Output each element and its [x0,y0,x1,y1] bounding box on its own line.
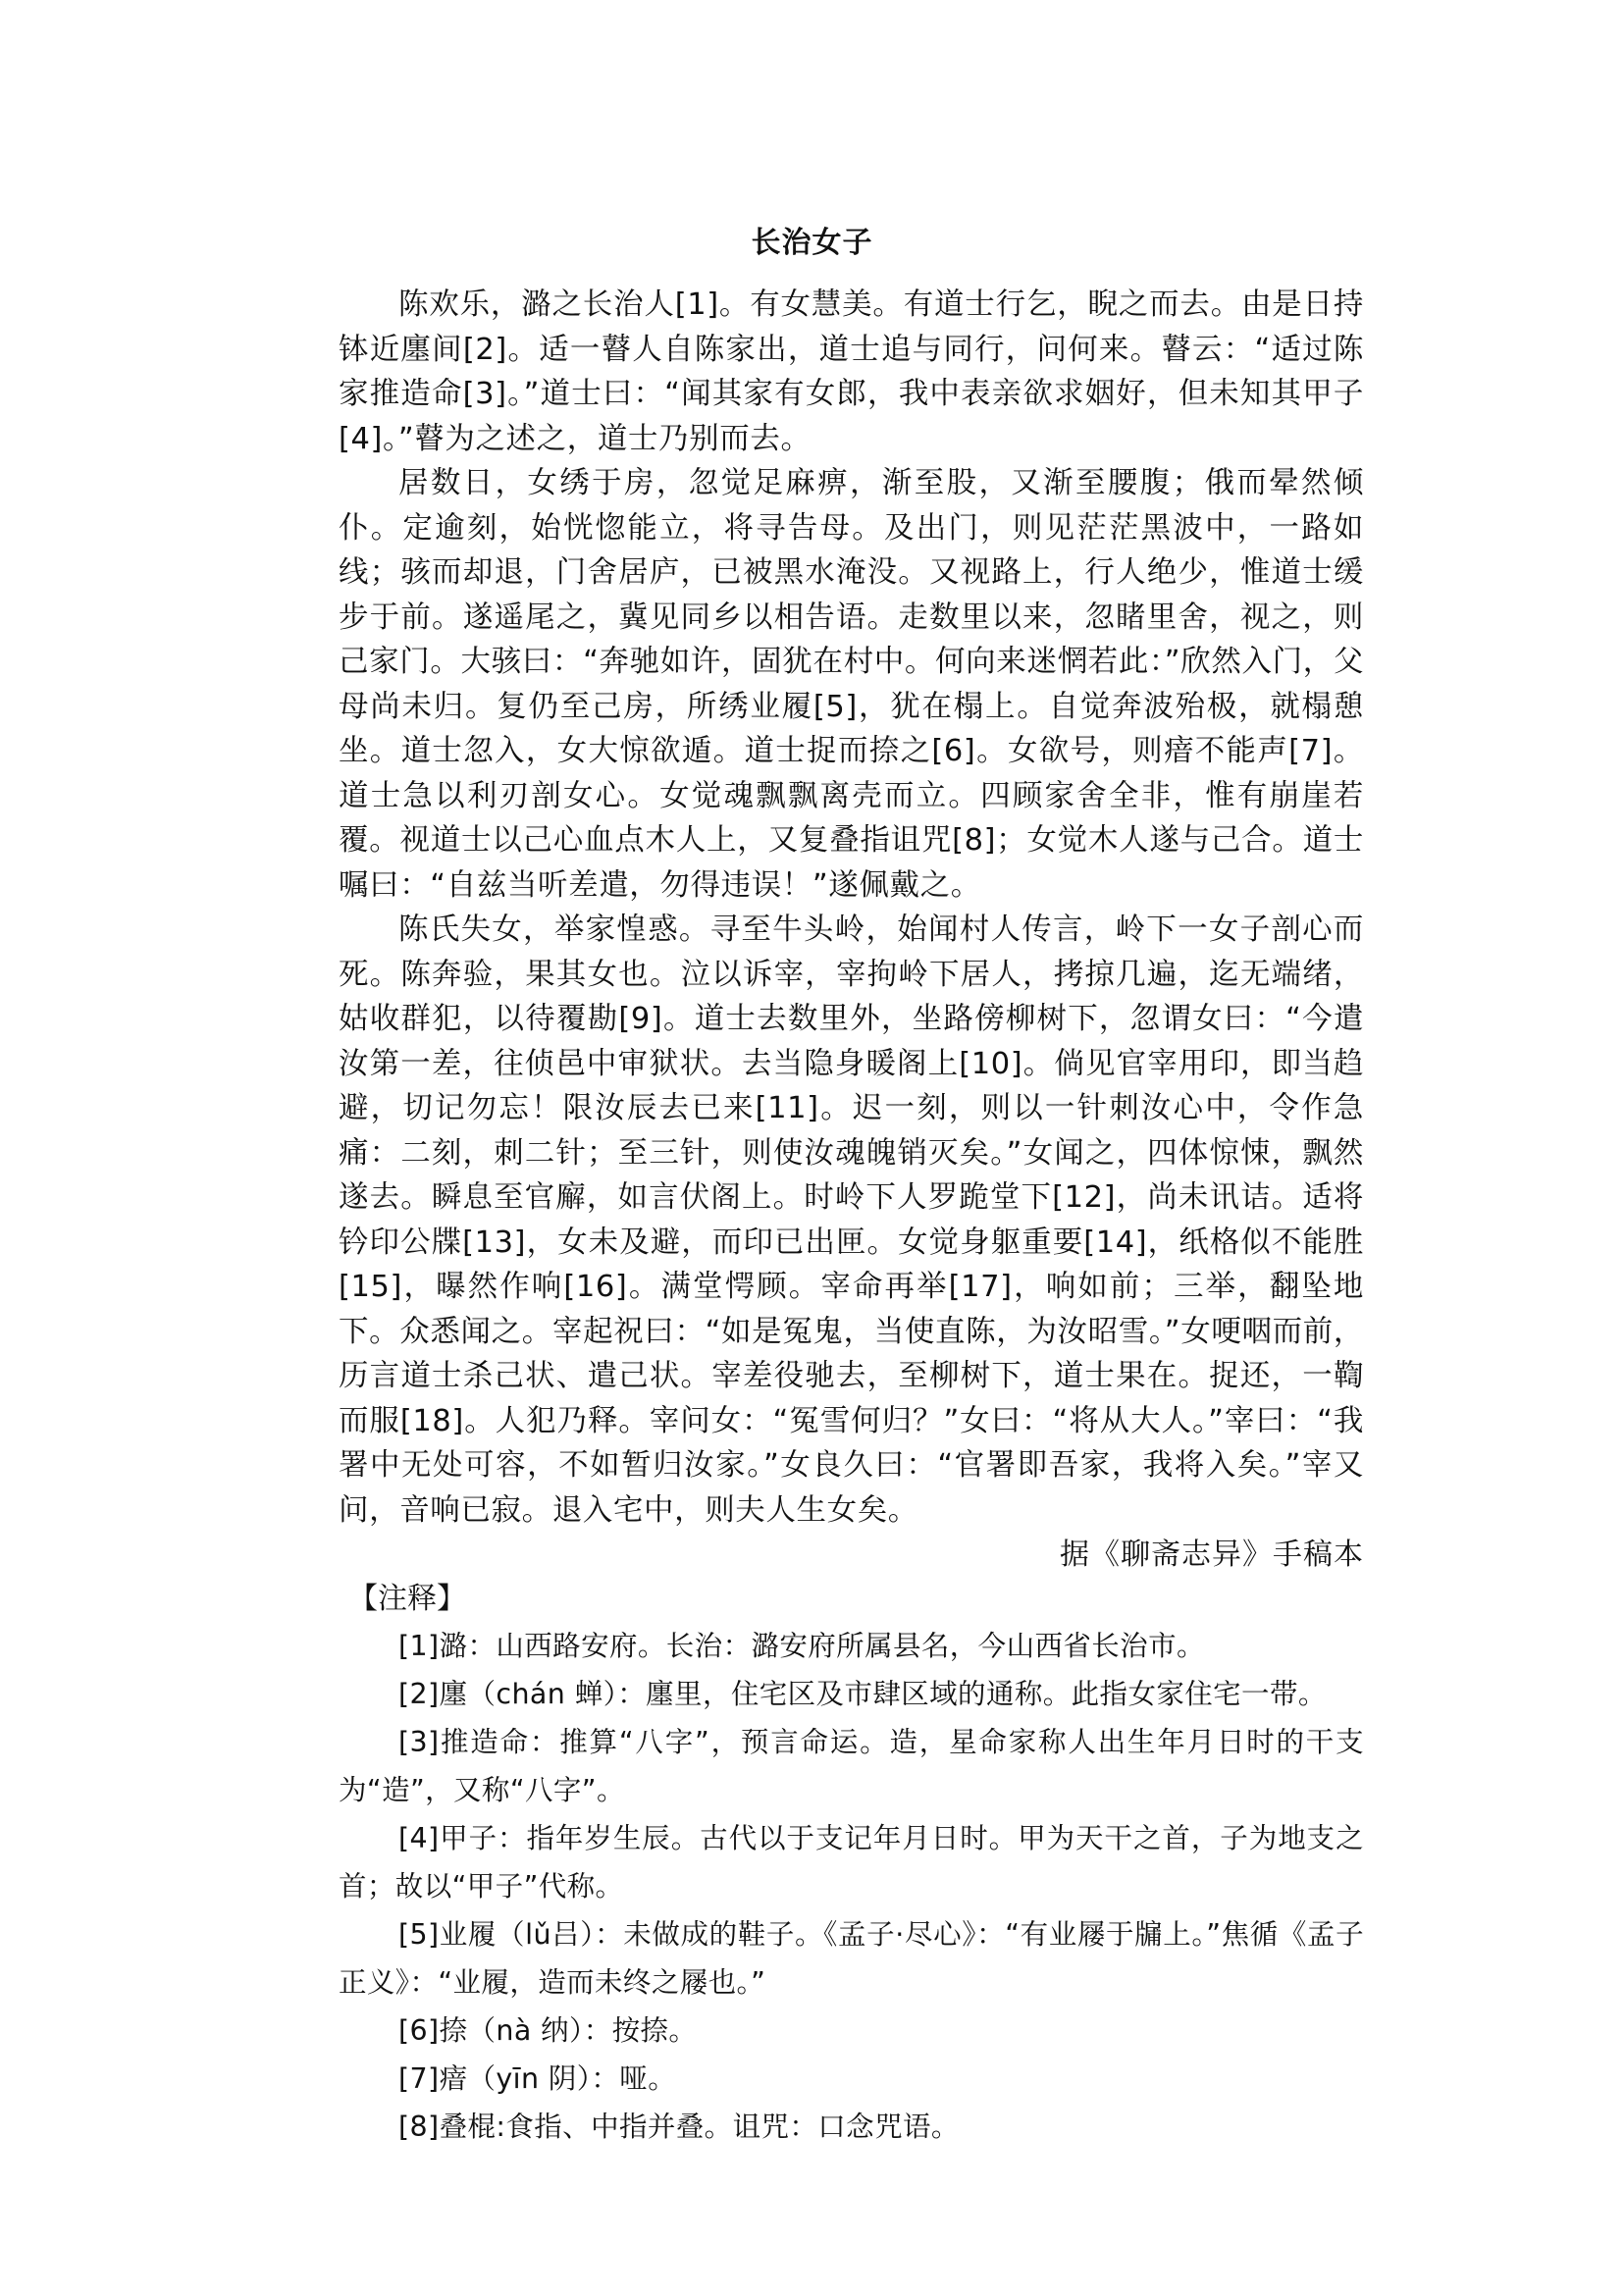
annotation-note: [6]捺（nà 纳）：按捺。 [398,2014,698,2047]
story-paragraph: 陈欢乐，潞之长治人[1]。有女慧美。有道士行乞，睨之而去。由是日持钵近廛间[2]。适一瞽人自陈家出，道士追与同行，问何来。瞽云：“适过陈家推造命[3]。”道士曰：“闻其家有女郎，我中表亲欲求姻好，但未知其甲子[4]。”瞽为之述之，道士乃别而去。 [339,287,1364,456]
annotation-note: [5]业履（lǔ吕）：未做成的鞋子。《孟子·尽心》：“有业屦于牖上。”焦循《孟子正义》：“业履，造而未终之屦也。” [339,1918,1364,1999]
page-title: 长治女子 [751,226,873,261]
annotation-note: [3]推造命：推算“八字”，预言命运。造，星命家称人出生年月日时的干支为“造”，又称“八字”。 [339,1726,1364,1806]
story-body [339,283,1364,2151]
story-paragraph: 陈氏失女，举家惶惑。寻至牛头岭，始闻村人传言，岭下一女子剖心而死。陈奔验，果其女也。泣以诉宰，宰拘岭下居人，拷掠几遍，迄无端绪，姑收群犯，以待覆勘[9]。道士去数里外，坐路傍柳树下，忽谓女曰：“今遣汝第一差，往侦邑中审狱状。去当隐身暖阁上[10]。倘见官宰用印，即当趋避，切记勿忘！限汝辰去已来[11]。迟一刻，则以一针刺汝心中，令作急痛：二刻，刺二针；至三针，则使汝魂魄销灭矣。”女闻之，四体惊悚，飘然遂去。瞬息至官廨，如言伏阁上。时岭下人罗跪堂下[12]，尚未讯诘。适将钤印公牒[13]，女未及避，而印已出匣。女觉身躯重要[14]，纸格似不能胜[15]，曝然作响[16]。满堂愕顾。宰命再举[17]，响如前；三举，翻坠地下。众悉闻之。宰起祝曰：“如是冤鬼，当使直陈，为汝昭雪。”女哽咽而前，历言道士杀己状、遣己状。宰差役驰去，至柳树下，道士果在。捉还，一鞫而服[18]。人犯乃释。宰问女：“冤雪何归？”女曰：“将从大人。”宰曰：“我署中无处可容，不如暂归汝家。”女良久曰：“官署即吾家，我将入矣。”宰又问，音响已寂。退入宅中，则夫人生女矣。 [339,912,1364,1528]
source-attribution: 据《聊斋志异》手稿本 [1060,1538,1364,1572]
annotation-note: [2]廛（chán 蝉）：廛里，住宅区及市肆区域的通称。此指女家住宅一带。 [398,1678,1327,1710]
annotation-note: [1]潞：山西路安府。长治：潞安府所属县名，今山西省长治市。 [398,1630,1205,1662]
annotation-note: [4]甲子：指年岁生辰。古代以于支记年月日时。甲为天干之首，子为地支之首；故以“甲子”代称。 [339,1822,1364,1903]
annotation-note: [8]叠棍:食指、中指并叠。诅咒：口念咒语。 [398,2111,960,2143]
notes-heading: 【注释】 [348,1582,466,1616]
annotation-note: [7]瘖（yīn 阴）：哑。 [398,2062,677,2095]
story-paragraph: 居数日，女绣于房，忽觉足麻痹，渐至股，又渐至腰腹；俄而晕然倾仆。定逾刻，始恍惚能立，将寻告母。及出门，则见茫茫黑波中，一路如线；骇而却退，门舍居庐，已被黑水淹没。又视路上，行人绝少，惟道士缓步于前。遂遥尾之，冀见同乡以相告语。走数里以来，忽睹里舍，视之，则己家门。大骇曰：“奔驰如许，固犹在村中。何向来迷惘若此：”欣然入门，父母尚未归。复仍至己房，所绣业履[5]，犹在榻上。自觉奔波殆极，就榻憩坐。道士忽入，女大惊欲遁。道士捉而捺之[6]。女欲号，则瘖不能声[7]。道士急以利刃剖女心。女觉魂飘飘离壳而立。四顾家舍全非，惟有崩崖若覆。视道士以己心血点木人上，又复叠指诅咒[8]；女觉木人遂与己合。道士嘱曰：“自兹当听差遣，勿得违误！”遂佩戴之。 [339,466,1364,903]
